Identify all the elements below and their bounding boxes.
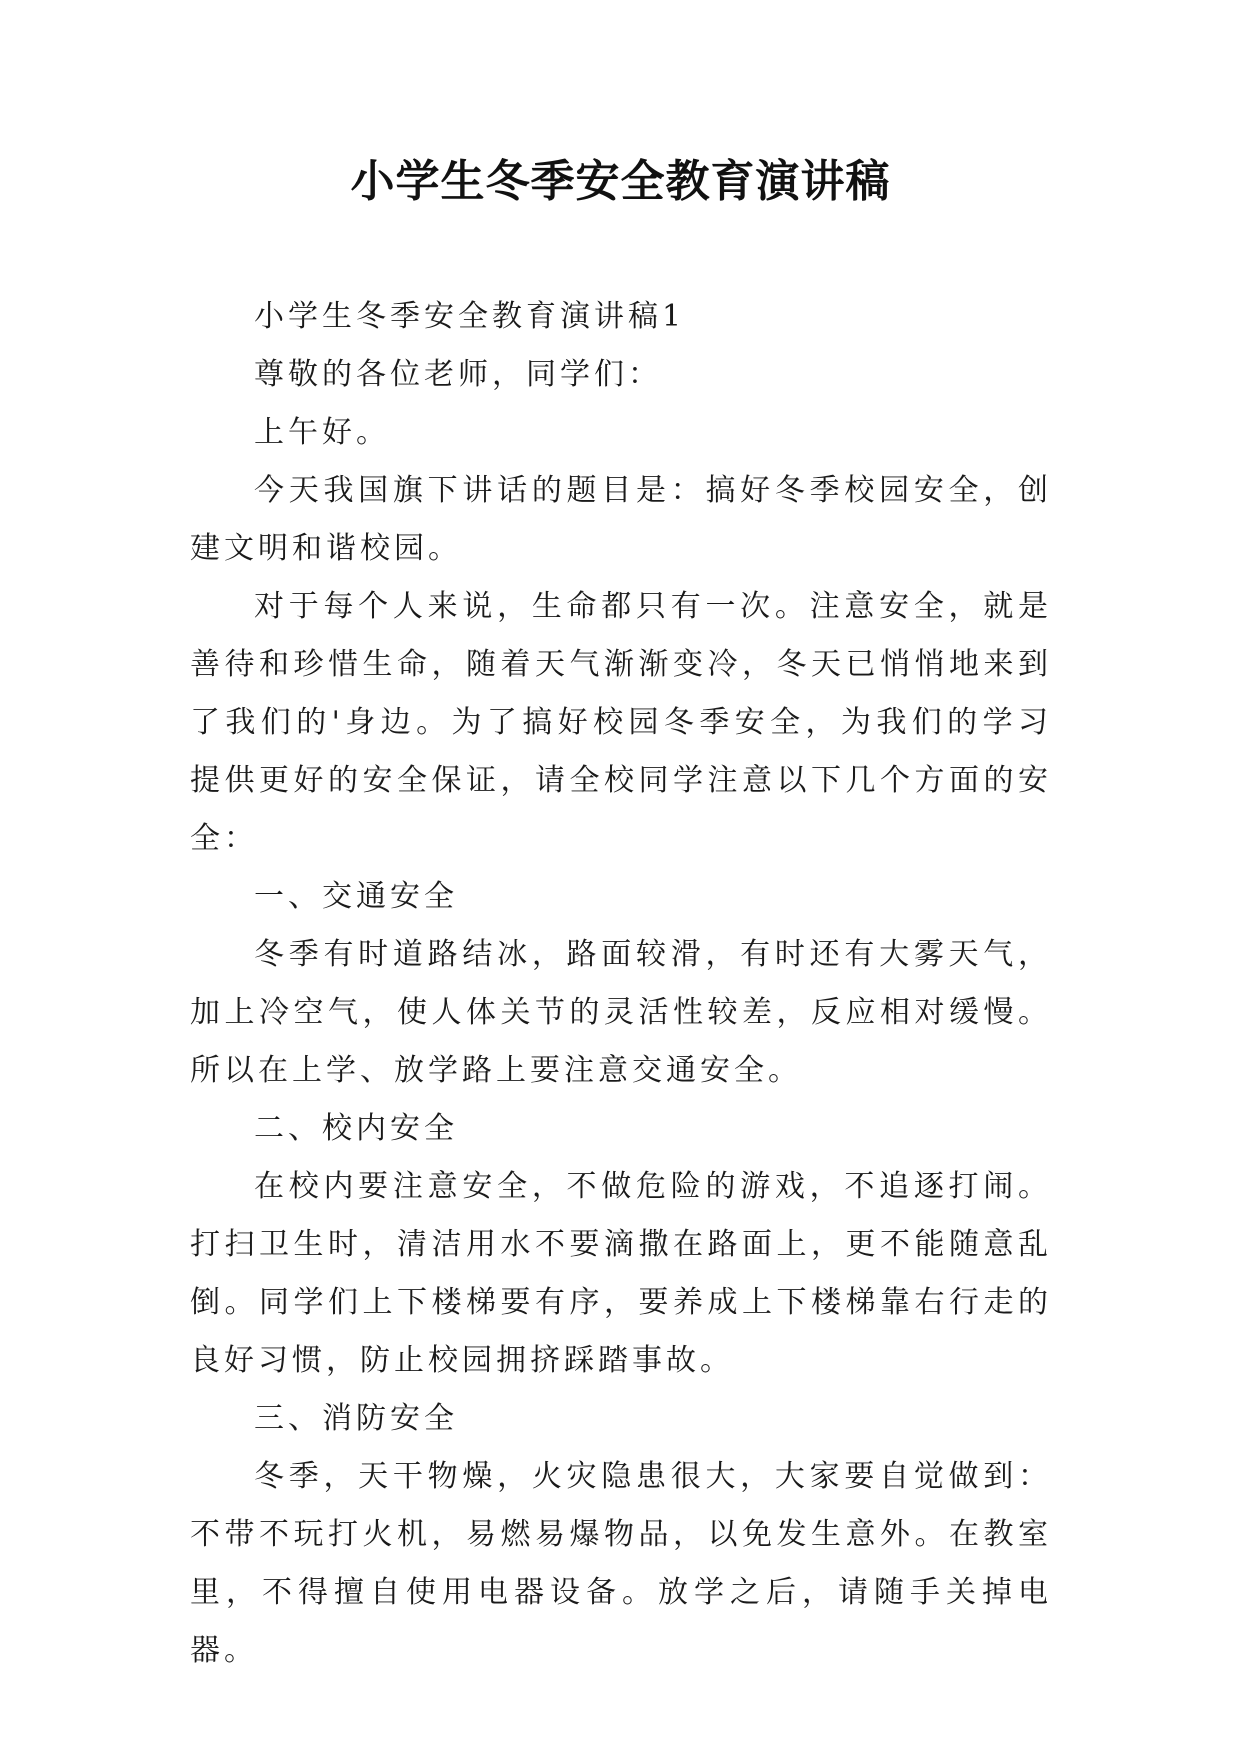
paragraph-intro: 对于每个人来说，生命都只有一次。注意安全，就是善待和珍惜生命，随着天气渐渐变冷，冬天已悄悄地来到了我们的'身边。为了搞好校园冬季安全，为我们的学习提供更好的安全保证，请全校同学注意以下几个方面的安全： (190, 589, 1052, 856)
paragraph-heading: 小学生冬季安全教育演讲稿1 (254, 299, 686, 334)
paragraph-campus: 在校内要注意安全，不做危险的游戏，不追逐打闹。打扫卫生时，清洁用水不要滴撒在路面上，更不能随意乱倒。同学们上下楼梯要有序，要养成上下楼梯靠右行走的良好习惯，防止校园拥挤踩踏事故。 (190, 1169, 1052, 1378)
section-heading-traffic: 一、交通安全 (254, 879, 458, 914)
document-title: 小学生冬季安全教育演讲稿 (350, 156, 891, 207)
paragraph-salutation: 尊敬的各位老师，同学们： (254, 357, 662, 392)
paragraph-traffic: 冬季有时道路结冰，路面较滑，有时还有大雾天气，加上冷空气，使人体关节的灵活性较差，反应相对缓慢。所以在上学、放学路上要注意交通安全。 (190, 937, 1052, 1088)
document-body (190, 288, 1052, 1680)
paragraph-fire: 冬季，天干物燥，火灾隐患很大，大家要自觉做到：不带不玩打火机，易燃易爆物品，以免发生意外。在教室里，不得擅自使用电器设备。放学之后，请随手关掉电器。 (190, 1459, 1052, 1668)
paragraph-greeting: 上午好。 (254, 415, 390, 450)
paragraph-topic: 今天我国旗下讲话的题目是：搞好冬季校园安全，创建文明和谐校园。 (190, 473, 1052, 566)
section-heading-fire: 三、消防安全 (254, 1401, 458, 1436)
section-heading-campus: 二、校内安全 (254, 1111, 458, 1146)
